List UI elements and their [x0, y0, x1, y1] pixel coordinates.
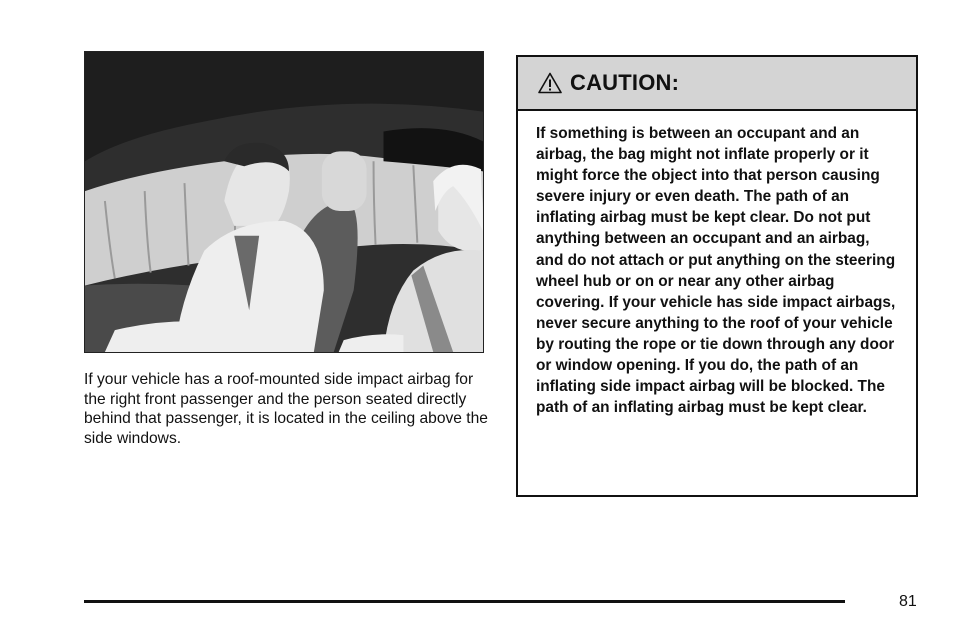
car-interior-side-airbag-illustration	[85, 52, 483, 352]
page-number: 81	[899, 593, 917, 610]
caution-title: CAUTION:	[570, 70, 680, 95]
illustration-caption: If your vehicle has a roof-mounted side impact airbag for the right front passenger and the person seated directly behind that passenger, it is located in the ceiling above the side windows.	[84, 371, 488, 447]
caution-box	[516, 55, 918, 497]
warning-triangle-icon	[538, 72, 562, 94]
footer-rule	[84, 600, 845, 603]
caution-text: If something is between an occupant and an airbag, the bag might not inflate properly or it might force the object into that person causing severe injury or even death. The path of an inflating airbag must be kept clear. Do not put anything between an occupant and an airbag, and do not attach or put anything on the steering wheel hub or on or near any other airbag covering. If your vehicle has side impact airbags, never secure anything to the roof of your vehicle by routing the rope or tie down through any door or window opening. If you do, the path of an inflating side impact airbag will be blocked. The path of an inflating airbag must be kept clear.	[536, 125, 896, 417]
car-interior-illustration	[84, 51, 484, 353]
caution-header	[518, 57, 916, 111]
